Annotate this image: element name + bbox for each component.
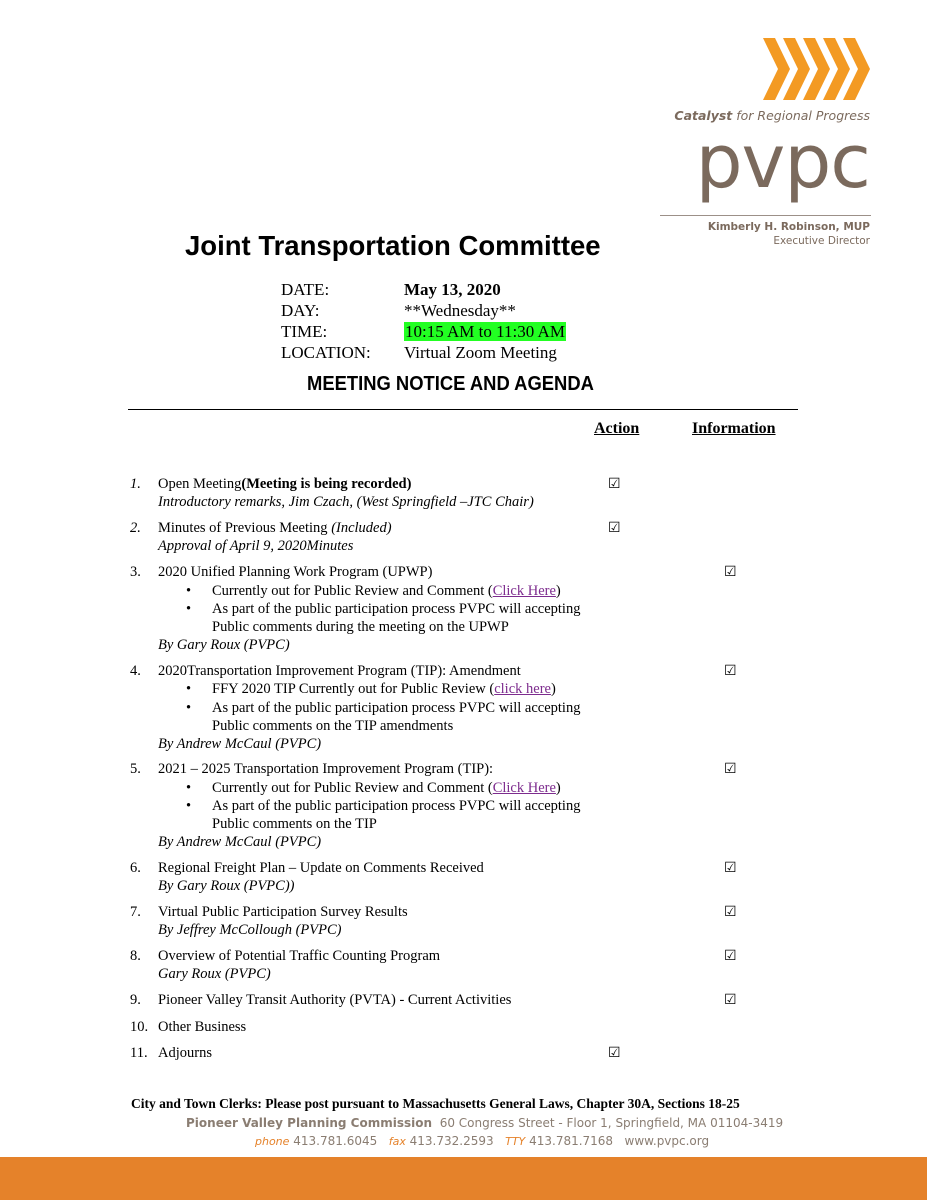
agenda-item-title: Adjourns <box>158 1045 212 1061</box>
agenda-item-subtitle: Gary Roux (PVPC) <box>158 966 271 982</box>
agenda-item-title: Minutes of Previous Meeting (Included) <box>158 520 392 536</box>
footer-contact: phone 413.781.6045 fax 413.732.2593 TTY 413.781.7168 www.pvpc.org <box>255 1134 710 1148</box>
item-number: 5. <box>130 761 141 777</box>
agenda-item-title: Pioneer Valley Transit Authority (PVTA) - Current Activities <box>158 992 512 1008</box>
action-check-icon: ☑ <box>608 476 621 492</box>
agenda-item-title: Other Business <box>158 1019 247 1035</box>
agenda-item-title: Overview of Potential Traffic Counting Program <box>158 948 441 964</box>
agenda-bullet: Currently out for Public Review and Comment (Click Here) <box>212 583 561 599</box>
item-number: 7. <box>130 904 141 920</box>
location-value: Virtual Zoom Meeting <box>404 343 557 362</box>
agenda-item-subtitle: Approval of April 9, 2020Minutes <box>158 538 354 554</box>
director-title: Executive Director <box>773 235 870 247</box>
bullet-icon: • <box>186 798 192 814</box>
agenda-bullet-continued: Public comments during the meeting on the UPWP <box>212 619 509 635</box>
upwp-link[interactable]: Click Here <box>492 583 556 599</box>
footer-organization: Pioneer Valley Planning Commission 60 Congress Street - Floor 1, Springfield, MA 01104-3419 <box>186 1116 784 1130</box>
date-value: May 13, 2020 <box>404 280 501 299</box>
action-check-icon: ☑ <box>608 520 621 536</box>
bullet-icon: • <box>186 601 192 617</box>
clerk-posting-notice: City and Town Clerks: Please post pursuant to Massachusetts General Laws, Chapter 30A, Sections 18-25 <box>131 1096 740 1111</box>
tip-2021-link[interactable]: Click Here <box>492 780 556 796</box>
pvpc-chevrons-logo-icon <box>763 38 871 100</box>
location-label: LOCATION: <box>281 343 371 362</box>
information-check-icon: ☑ <box>724 860 737 876</box>
agenda-item-title: 2021 – 2025 Transportation Improvement Program (TIP): <box>158 761 494 777</box>
bullet-icon: • <box>186 780 192 796</box>
information-check-icon: ☑ <box>724 992 737 1008</box>
day-value: **Wednesday** <box>404 301 516 320</box>
item-number: 9. <box>130 992 141 1008</box>
information-check-icon: ☑ <box>724 761 737 777</box>
agenda-item-title: Virtual Public Participation Survey Results <box>158 904 408 920</box>
agenda-item-subtitle: By Jeffrey McCollough (PVPC) <box>158 922 342 938</box>
action-check-icon: ☑ <box>608 1045 621 1061</box>
time-value-wrap <box>404 322 566 342</box>
bullet-icon: • <box>186 583 192 599</box>
agenda-item-title: 2020Transportation Improvement Program (TIP): Amendment <box>158 663 521 679</box>
agenda-item-subtitle: Introductory remarks, Jim Czach, (West Springfield –JTC Chair) <box>158 494 534 510</box>
information-column-header: Information <box>692 420 776 437</box>
logo-tagline: Catalyst for Regional Progress <box>674 108 870 123</box>
item-number: 8. <box>130 948 141 964</box>
tip-amendment-link[interactable]: click here <box>494 681 551 697</box>
information-check-icon: ☑ <box>724 904 737 920</box>
date-label: DATE: <box>281 280 330 299</box>
item-number: 3. <box>130 564 141 580</box>
footer-accent-bar <box>0 1157 927 1200</box>
item-number: 1. <box>130 476 141 492</box>
heading-divider <box>128 409 798 410</box>
pvpc-wordmark: pvpc <box>695 119 870 205</box>
logo-divider <box>660 215 871 216</box>
item-number: 10. <box>130 1019 149 1035</box>
information-check-icon: ☑ <box>724 663 737 679</box>
item-number: 4. <box>130 663 141 679</box>
website-link[interactable]: www.pvpc.org <box>624 1134 710 1148</box>
information-check-icon: ☑ <box>724 948 737 964</box>
bullet-icon: • <box>186 681 192 697</box>
agenda-bullet-continued: Public comments on the TIP <box>212 816 377 832</box>
agenda-item-presenter: By Gary Roux (PVPC) <box>158 637 290 653</box>
action-column-header: Action <box>594 420 640 437</box>
agenda-bullet-continued: Public comments on the TIP amendments <box>212 718 454 734</box>
day-label: DAY: <box>281 301 320 320</box>
agenda-bullet: FFY 2020 TIP Currently out for Public Review (click here) <box>212 681 556 697</box>
agenda-bullet: Currently out for Public Review and Comment (Click Here) <box>212 780 561 796</box>
item-number: 11. <box>130 1045 148 1061</box>
agenda-item-title: Regional Freight Plan – Update on Comments Received <box>158 860 484 876</box>
bullet-icon: • <box>186 700 192 716</box>
agenda-item-presenter: By Andrew McCaul (PVPC) <box>158 834 322 850</box>
agenda-bullet: As part of the public participation process PVPC will accepting <box>212 601 581 617</box>
item-number: 6. <box>130 860 141 876</box>
time-label: TIME: <box>281 322 328 341</box>
agenda-bullet: As part of the public participation process PVPC will accepting <box>212 700 581 716</box>
agenda-item-subtitle: By Gary Roux (PVPC)) <box>158 878 295 894</box>
agenda-item-presenter: By Andrew McCaul (PVPC) <box>158 736 322 752</box>
agenda-heading: MEETING NOTICE AND AGENDA <box>307 373 594 395</box>
agenda-item-title: 2020 Unified Planning Work Program (UPWP) <box>158 564 433 580</box>
agenda-item-title: Open Meeting(Meeting is being recorded) <box>158 476 412 492</box>
information-check-icon: ☑ <box>724 564 737 580</box>
time-value-highlight: 10:15 AM to 11:30 AM <box>405 322 565 341</box>
page-title: Joint Transportation Committee <box>185 230 601 261</box>
agenda-bullet: As part of the public participation process PVPC will accepting <box>212 798 581 814</box>
director-name: Kimberly H. Robinson, MUP <box>707 221 870 233</box>
item-number: 2. <box>130 520 141 536</box>
